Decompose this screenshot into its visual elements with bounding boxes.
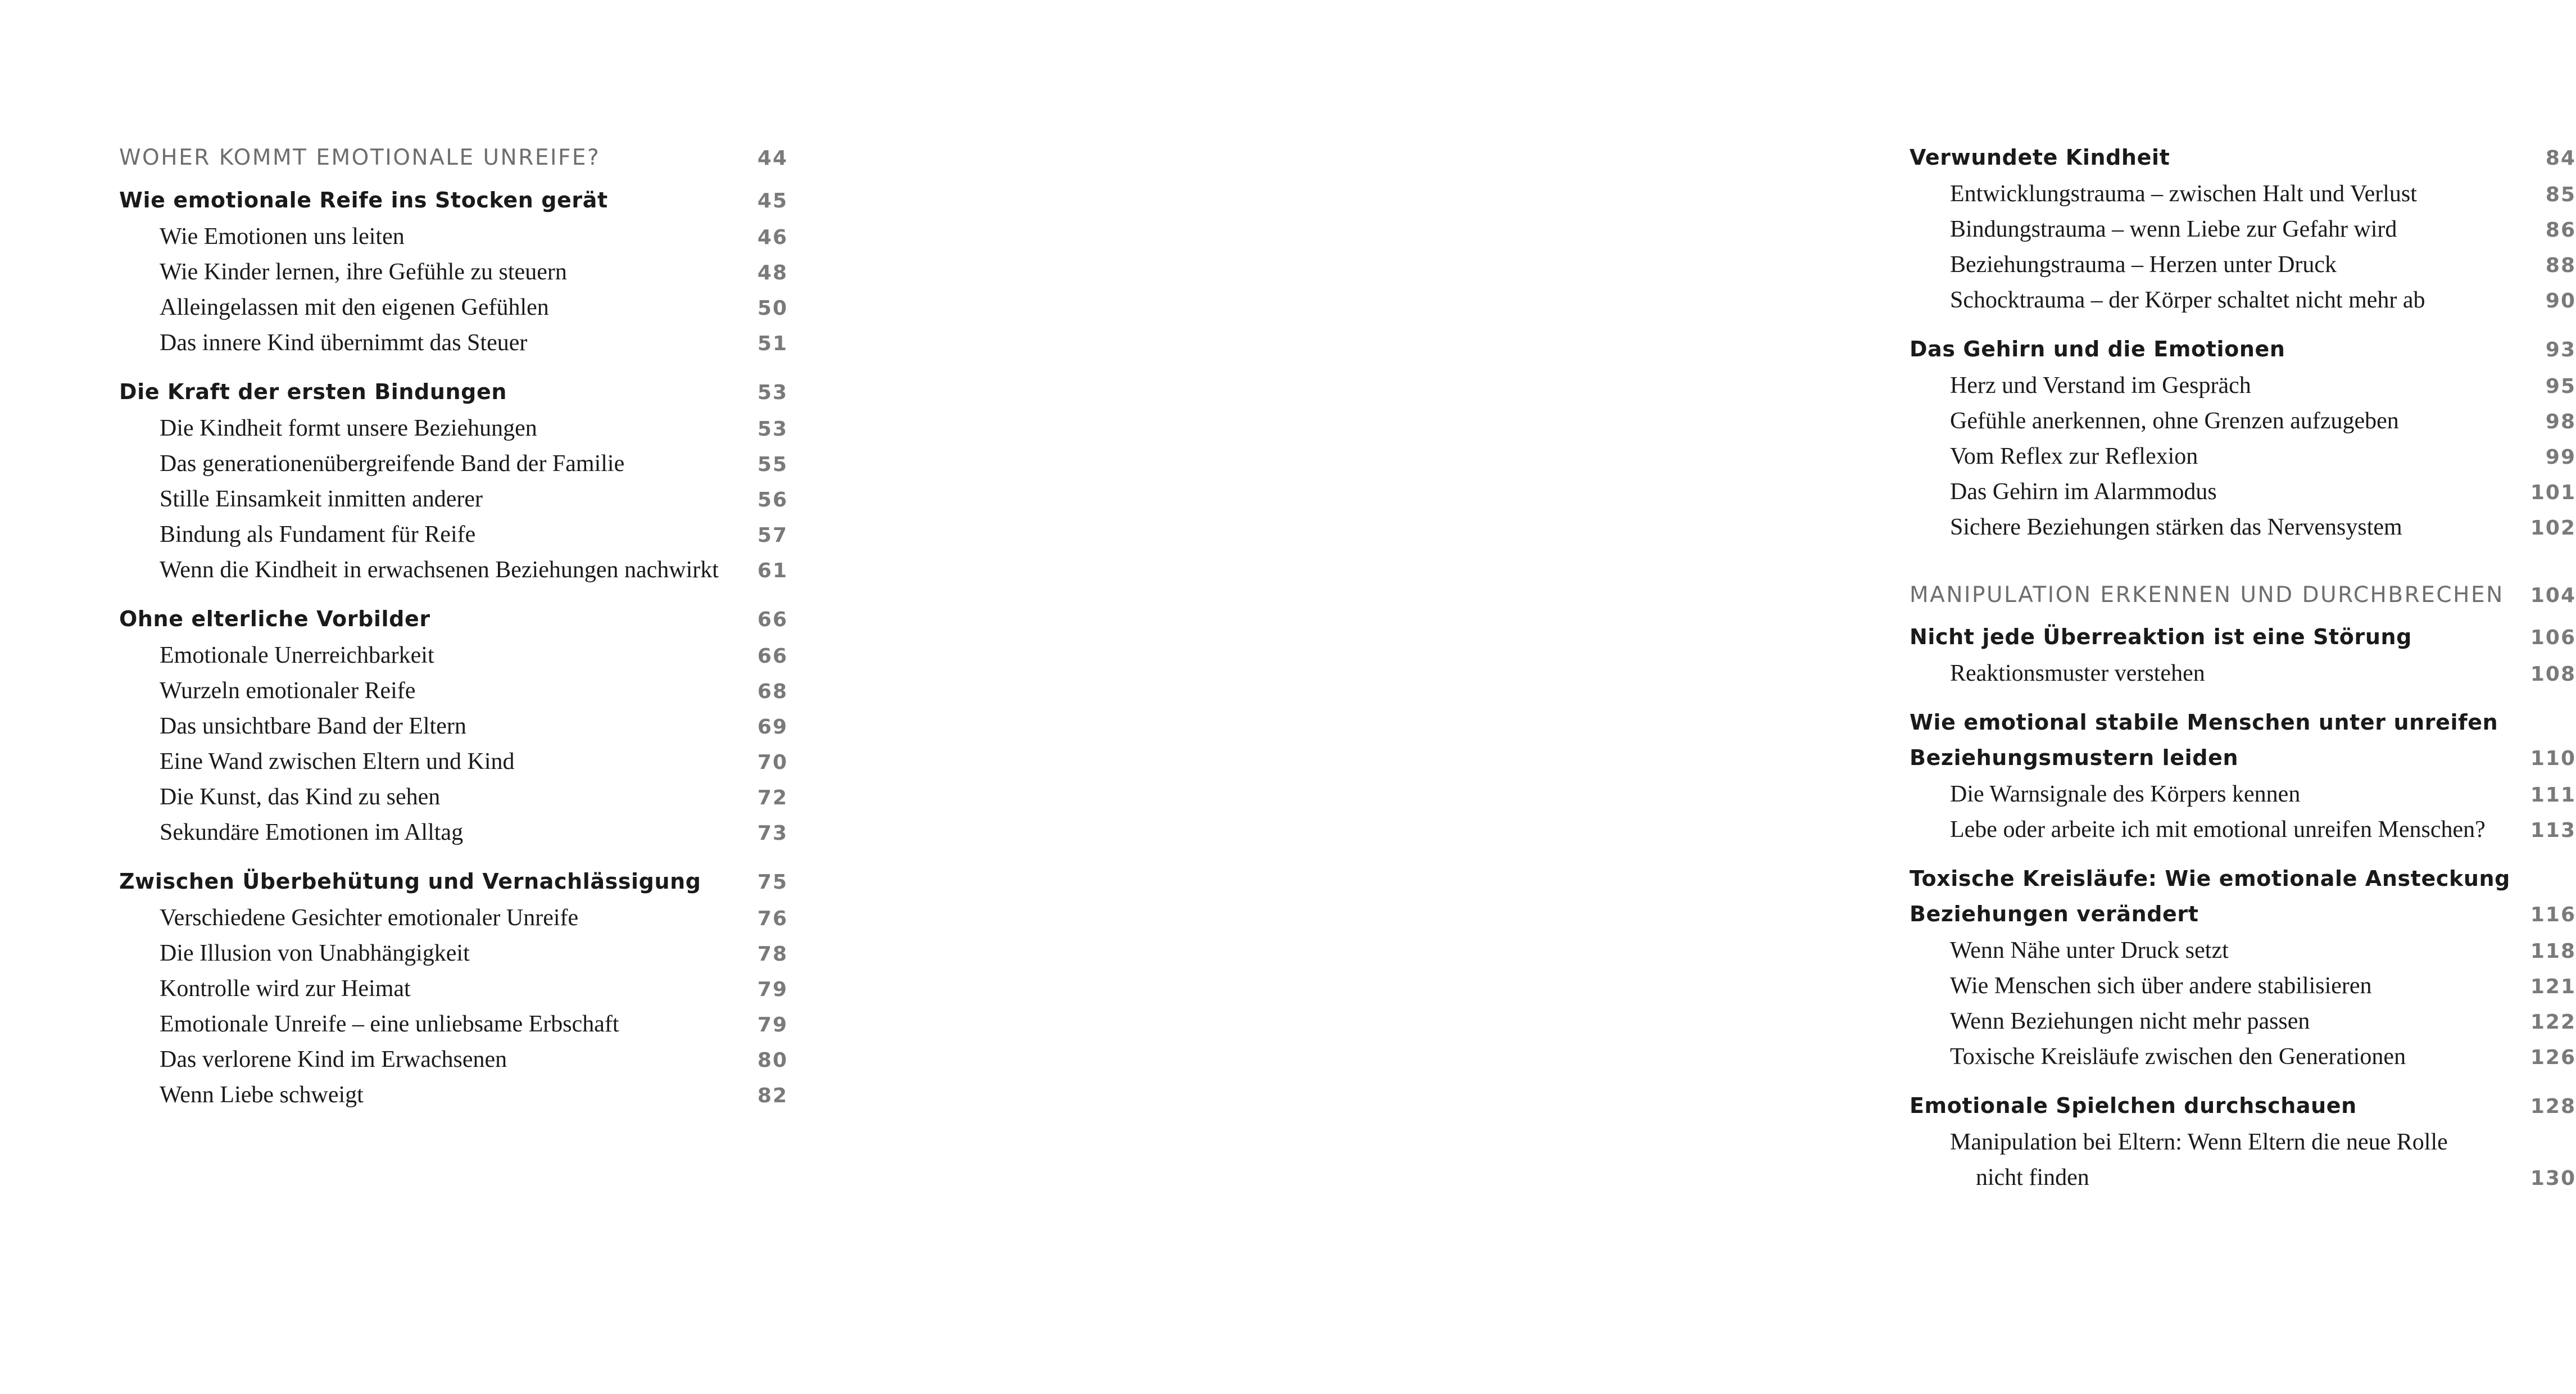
page-number: 72 [757,786,788,809]
page-number: 130 [2530,1167,2576,1190]
toc-entry [1910,1043,2576,1078]
toc-entry [119,329,788,364]
toc-entry [119,1046,788,1081]
chapter-title: Ohne elterliche Vorbilder [119,607,430,631]
toc-entry [119,975,788,1010]
toc-entry [1910,372,2576,407]
entry-title: Eine Wand zwischen Eltern und Kind [160,749,515,775]
page-number: 76 [757,907,788,930]
page-number: 66 [757,645,788,668]
chapter-title: Verwundete Kindheit [1910,145,2170,170]
entry-title: Entwicklungstrauma – zwischen Halt und Verlust [1950,181,2417,207]
toc-entry [119,486,788,521]
toc-entry-continuation [1910,1164,2576,1199]
toc-chapter [1910,710,2576,745]
toc-entry [1910,972,2576,1007]
entry-title: Wenn Liebe schweigt [160,1082,364,1108]
toc-entry [119,713,788,748]
entry-title: Gefühle anerkennen, ohne Grenzen aufzugeben [1950,408,2399,434]
toc-chapter [119,379,788,414]
page-number: 84 [2545,147,2576,170]
page-number: 116 [2530,903,2576,926]
toc-entry [119,748,788,783]
page-number: 122 [2530,1011,2576,1034]
entry-title: Die Illusion von Unabhängigkeit [160,940,470,966]
entry-title: Beziehungstrauma – Herzen unter Druck [1950,252,2337,278]
entry-title: Bindung als Fundament für Reife [160,522,476,547]
toc-chapter [119,188,788,223]
page-number: 53 [757,418,788,441]
toc-entry [119,415,788,450]
toc-entry [119,556,788,591]
page-number: 51 [757,332,788,355]
toc-entry [1910,1129,2576,1164]
entry-title: Wie Kinder lernen, ihre Gefühle zu steuern [160,259,567,285]
entry-title: nicht finden [1976,1165,2089,1191]
entry-title: Alleingelassen mit den eigenen Gefühlen [160,295,549,320]
toc-entry [119,784,788,818]
page-number: 61 [757,559,788,582]
toc-entry [1910,443,2576,478]
entry-title: Stille Einsamkeit inmitten anderer [160,486,483,512]
toc-chapter-continuation [1910,745,2576,780]
chapter-title: Wie emotionale Reife ins Stocken gerät [119,188,608,212]
toc-chapter [1910,145,2576,180]
toc-chapter [1910,624,2576,659]
entry-title: Lebe oder arbeite ich mit emotional unreifen Menschen? [1950,817,2486,843]
entry-title: Vom Reflex zur Reflexion [1950,443,2198,469]
chapter-title: Die Kraft der ersten Bindungen [119,379,507,404]
page-number: 82 [757,1084,788,1107]
entry-title: Das innere Kind übernimmt das Steuer [160,330,528,356]
page-number: 128 [2530,1095,2576,1118]
entry-title: Die Kindheit formt unsere Beziehungen [160,415,537,441]
toc-entry [1910,180,2576,215]
toc-entry [1910,514,2576,549]
page-number: 88 [2545,254,2576,277]
toc-entry [119,819,788,854]
entry-title: Wie Emotionen uns leiten [160,224,405,250]
entry-title: Toxische Kreisläufe zwischen den Generationen [1950,1044,2406,1070]
page-number: 73 [757,822,788,845]
page-number: 101 [2530,481,2576,504]
toc-entry [119,521,788,556]
page-number: 45 [757,189,788,212]
entry-title: Sekundäre Emotionen im Alltag [160,820,464,845]
page-number: 48 [757,261,788,284]
entry-title: Wenn Beziehungen nicht mehr passen [1950,1008,2310,1034]
page-number: 75 [757,871,788,894]
toc-entry [119,450,788,485]
page-number: 70 [757,751,788,774]
entry-title: Wenn die Kindheit in erwachsenen Beziehungen nachwirkt [160,557,719,583]
page-number: 113 [2530,819,2576,842]
toc-entry [119,904,788,939]
toc-chapter [1910,1093,2576,1128]
entry-title: Das unsichtbare Band der Eltern [160,713,466,739]
page-number: 79 [757,1013,788,1037]
entry-title: Wenn Nähe unter Druck setzt [1950,938,2229,963]
toc-entry [1910,816,2576,851]
toc-entry [119,223,788,258]
chapter-title: Nicht jede Überreaktion ist eine Störung [1910,624,2412,649]
chapter-title: Zwischen Überbehütung und Vernachlässigung [119,869,701,894]
entry-title: Verschiedene Gesichter emotionaler Unreife [160,905,579,931]
page-number: 69 [757,716,788,739]
entry-title: Herz und Verstand im Gespräch [1950,373,2251,399]
entry-title: Sichere Beziehungen stärken das Nervensystem [1950,514,2402,540]
toc-entry [119,1081,788,1116]
page-number: 110 [2530,747,2576,770]
entry-title: Das Gehirn im Alarmmodus [1950,479,2217,505]
page-number: 102 [2530,517,2576,540]
part-title: MANIPULATION ERKENNEN UND DURCHBRECHEN [1910,582,2504,608]
page-number: 66 [757,608,788,631]
toc-entry [1910,781,2576,816]
page-number: 85 [2545,183,2576,206]
page-number: 79 [757,978,788,1001]
entry-title: Manipulation bei Eltern: Wenn Eltern die neue Rolle [1950,1129,2448,1155]
entry-title: Die Kunst, das Kind zu sehen [160,784,441,810]
chapter-title: Wie emotional stabile Menschen unter unreifen [1910,710,2498,735]
page-number: 95 [2545,375,2576,398]
chapter-title: Das Gehirn und die Emotionen [1910,337,2285,361]
toc-chapter-continuation [1910,902,2576,936]
entry-title: Emotionale Unreife – eine unliebsame Erbschaft [160,1011,619,1037]
page-number: 93 [2545,338,2576,361]
page-number: 126 [2530,1046,2576,1069]
toc-entry [1910,216,2576,251]
page-number: 111 [2530,784,2576,807]
toc-entry [1910,660,2576,695]
toc-part-heading [1910,582,2576,617]
chapter-title: Beziehungsmustern leiden [1910,745,2239,770]
entry-title: Reaktionsmuster verstehen [1950,660,2205,686]
page-number: 57 [757,524,788,547]
page-number: 80 [757,1049,788,1072]
toc-chapter [119,607,788,641]
toc-entry [1910,1008,2576,1043]
entry-title: Emotionale Unerreichbarkeit [160,642,434,668]
toc-entry [119,940,788,975]
toc-chapter [119,869,788,904]
page-number: 86 [2545,219,2576,242]
toc-entry [119,1011,788,1046]
toc-entry [1910,287,2576,322]
toc-chapter [1910,866,2576,901]
entry-title: Wurzeln emotionaler Reife [160,678,416,704]
page-number: 104 [2530,584,2576,607]
page-number: 50 [757,297,788,320]
entry-title: Das verlorene Kind im Erwachsenen [160,1047,507,1072]
page-number: 78 [757,943,788,966]
page-number: 98 [2545,410,2576,433]
page-number: 55 [757,453,788,476]
page-number: 106 [2530,626,2576,649]
entry-title: Schocktrauma – der Körper schaltet nicht mehr ab [1950,287,2425,313]
page-number: 99 [2545,446,2576,469]
page-number: 44 [757,147,788,170]
chapter-title: Emotionale Spielchen durchschauen [1910,1093,2357,1118]
page-number: 118 [2530,940,2576,963]
part-title: WOHER KOMMT EMOTIONALE UNREIFE? [119,145,601,170]
toc-entry [119,677,788,712]
entry-title: Kontrolle wird zur Heimat [160,976,411,1002]
toc-part-heading [119,145,788,180]
page-number: 56 [757,488,788,512]
entry-title: Wie Menschen sich über andere stabilisieren [1950,973,2372,999]
toc-chapter [1910,337,2576,372]
chapter-title: Toxische Kreisläufe: Wie emotionale Ansteckung [1910,866,2510,891]
toc-entry [1910,937,2576,972]
entry-title: Bindungstrauma – wenn Liebe zur Gefahr wird [1950,216,2397,242]
page-number: 108 [2530,663,2576,686]
page-number: 68 [757,680,788,703]
toc-entry [1910,251,2576,286]
chapter-title: Beziehungen verändert [1910,902,2199,926]
page-number: 46 [757,226,788,249]
entry-title: Die Warnsignale des Körpers kennen [1950,781,2301,807]
page-number: 121 [2530,975,2576,998]
toc-entry [1910,408,2576,442]
toc-entry [119,642,788,677]
page-number: 53 [757,381,788,404]
toc-entry [119,294,788,329]
page-number: 90 [2545,289,2576,313]
toc-entry [119,259,788,293]
toc-entry [1910,478,2576,513]
entry-title: Das generationenübergreifende Band der Familie [160,451,625,477]
